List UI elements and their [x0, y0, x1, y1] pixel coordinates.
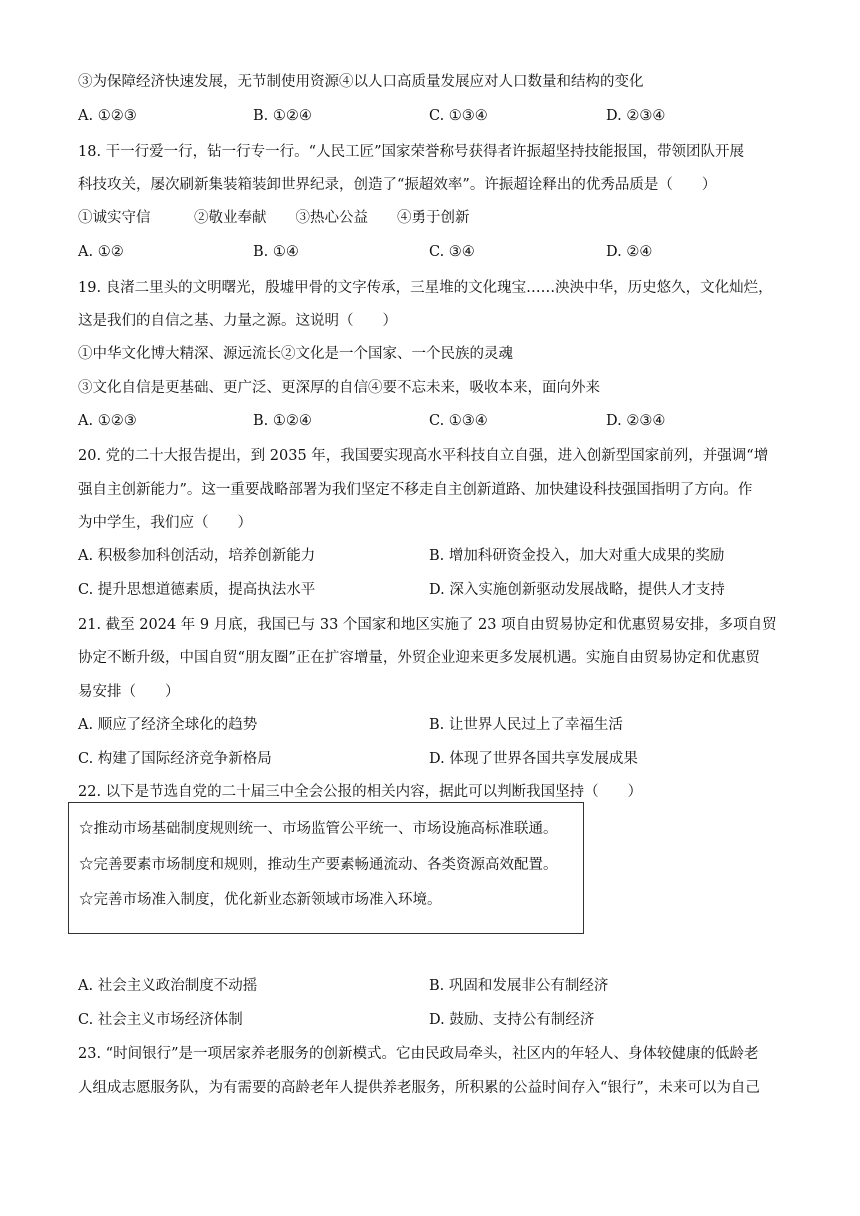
q22-stem-line-1: 22. 以下是节选自党的二十届三中全会公报的相关内容，据此可以判断我国坚持（ ） — [78, 784, 643, 800]
q19-stem-line-2: 这是我们的自信之基、力量之源。这说明（ ） — [78, 313, 397, 329]
q21-stem-line-1: 21. 截至 2024 年 9 月底，我国已与 33 个国家和地区实施了 23 项自由贸易协定和优惠贸易安排，多项自贸 — [78, 617, 777, 633]
q19-option-d: D. ②③④ — [606, 413, 666, 429]
q22-excerpt-item-1: ☆推动市场基础制度规则统一、市场监管公平统一、市场设施高标准联通。 — [79, 821, 558, 837]
q17-option-c: C. ①③④ — [429, 108, 488, 124]
q20-stem-line-3: 为中学生，我们应（ ） — [78, 515, 252, 531]
q18-stem-line-1: 18. 干一行爱一行，钻一行专一行。“人民工匠”国家荣誉称号获得者许振超坚持技能报国，带领团队开展 — [78, 144, 744, 160]
q17-option-a: A. ①②③ — [78, 108, 137, 124]
q22-option-b: B. 巩固和发展非公有制经济 — [429, 978, 609, 994]
q18-option-c: C. ③④ — [429, 244, 475, 260]
q21-option-a: A. 顺应了经济全球化的趋势 — [78, 717, 258, 733]
q20-option-b: B. 增加科研资金投入，加大对重大成果的奖励 — [429, 548, 725, 564]
q21-option-d: D. 体现了世界各国共享发展成果 — [429, 751, 638, 767]
q19-option-a: A. ①②③ — [78, 413, 137, 429]
q18-stem-line-2: 科技攻关，屡次刷新集装箱装卸世界纪录，创造了“振超效率”。许振超诠释出的优秀品质是（ ） — [78, 177, 717, 193]
q17-statement-line: ③为保障经济快速发展，无节制使用资源④以人口高质量发展应对人口数量和结构的变化 — [78, 74, 644, 90]
q17-option-d: D. ②③④ — [606, 108, 666, 124]
q21-option-b: B. 让世界人民过上了幸福生活 — [429, 717, 623, 733]
q18-statements: ①诚实守信 ②敬业奉献 ③热心公益 ④勇于创新 — [78, 210, 470, 226]
q19-option-c: C. ①③④ — [429, 413, 488, 429]
q22-option-c: C. 社会主义市场经济体制 — [78, 1012, 243, 1028]
q20-option-a: A. 积极参加科创活动，培养创新能力 — [78, 548, 316, 564]
q20-option-c: C. 提升思想道德素质，提高执法水平 — [78, 582, 316, 598]
q22-excerpt-item-2: ☆完善要素市场制度和规则，推动生产要素畅通流动、各类资源高效配置。 — [79, 857, 558, 873]
q22-excerpt-item-3: ☆完善市场准入制度，优化新业态新领域市场准入环境。 — [79, 892, 442, 908]
q19-statements-1: ①中华文化博大精深、源远流长②文化是一个国家、一个民族的灵魂 — [78, 346, 513, 362]
q21-option-c: C. 构建了国际经济竞争新格局 — [78, 751, 272, 767]
q23-stem-line-2: 人组成志愿服务队，为有需要的高龄老年人提供养老服务，所积累的公益时间存入“银行”，未来可以为自己 — [78, 1080, 760, 1096]
q22-option-a: A. 社会主义政治制度不动摇 — [78, 978, 258, 994]
q21-stem-line-3: 易安排（ ） — [78, 684, 180, 700]
q20-stem-line-2: 强自主创新能力”。这一重要战略部署为我们坚定不移走自主创新道路、加快建设科技强国指明了方向。作 — [78, 482, 753, 498]
q17-option-b: B. ①②④ — [253, 108, 312, 124]
q21-stem-line-2: 协定不断升级，中国自贸“朋友圈”正在扩容增量，外贸企业迎来更多发展机遇。实施自由贸易协定和优惠贸 — [78, 650, 760, 666]
q18-option-a: A. ①② — [78, 244, 124, 260]
q19-stem-line-1: 19. 良渚二里头的文明曙光，殷墟甲骨的文字传承，三星堆的文化瑰宝……泱泱中华，历史悠久，文化灿烂， — [78, 280, 773, 296]
q18-option-d: D. ②④ — [606, 244, 653, 260]
q19-statements-2: ③文化自信是更基础、更广泛、更深厚的自信④要不忘未来，吸收本来，面向外来 — [78, 380, 600, 396]
q18-option-b: B. ①④ — [253, 244, 299, 260]
q19-option-b: B. ①②④ — [253, 413, 312, 429]
q23-stem-line-1: 23. “时间银行”是一项居家养老服务的创新模式。它由民政局牵头，社区内的年轻人、身体较健康的低龄老 — [78, 1046, 759, 1062]
q20-stem-line-1: 20. 党的二十大报告提出，到 2035 年，我国要实现高水平科技自立自强，进入创新型国家前列，并强调“增 — [78, 448, 769, 464]
q22-option-d: D. 鼓励、支持公有制经济 — [429, 1012, 595, 1028]
q20-option-d: D. 深入实施创新驱动发展战略，提供人才支持 — [429, 582, 725, 598]
q22-excerpt-box — [68, 802, 584, 934]
